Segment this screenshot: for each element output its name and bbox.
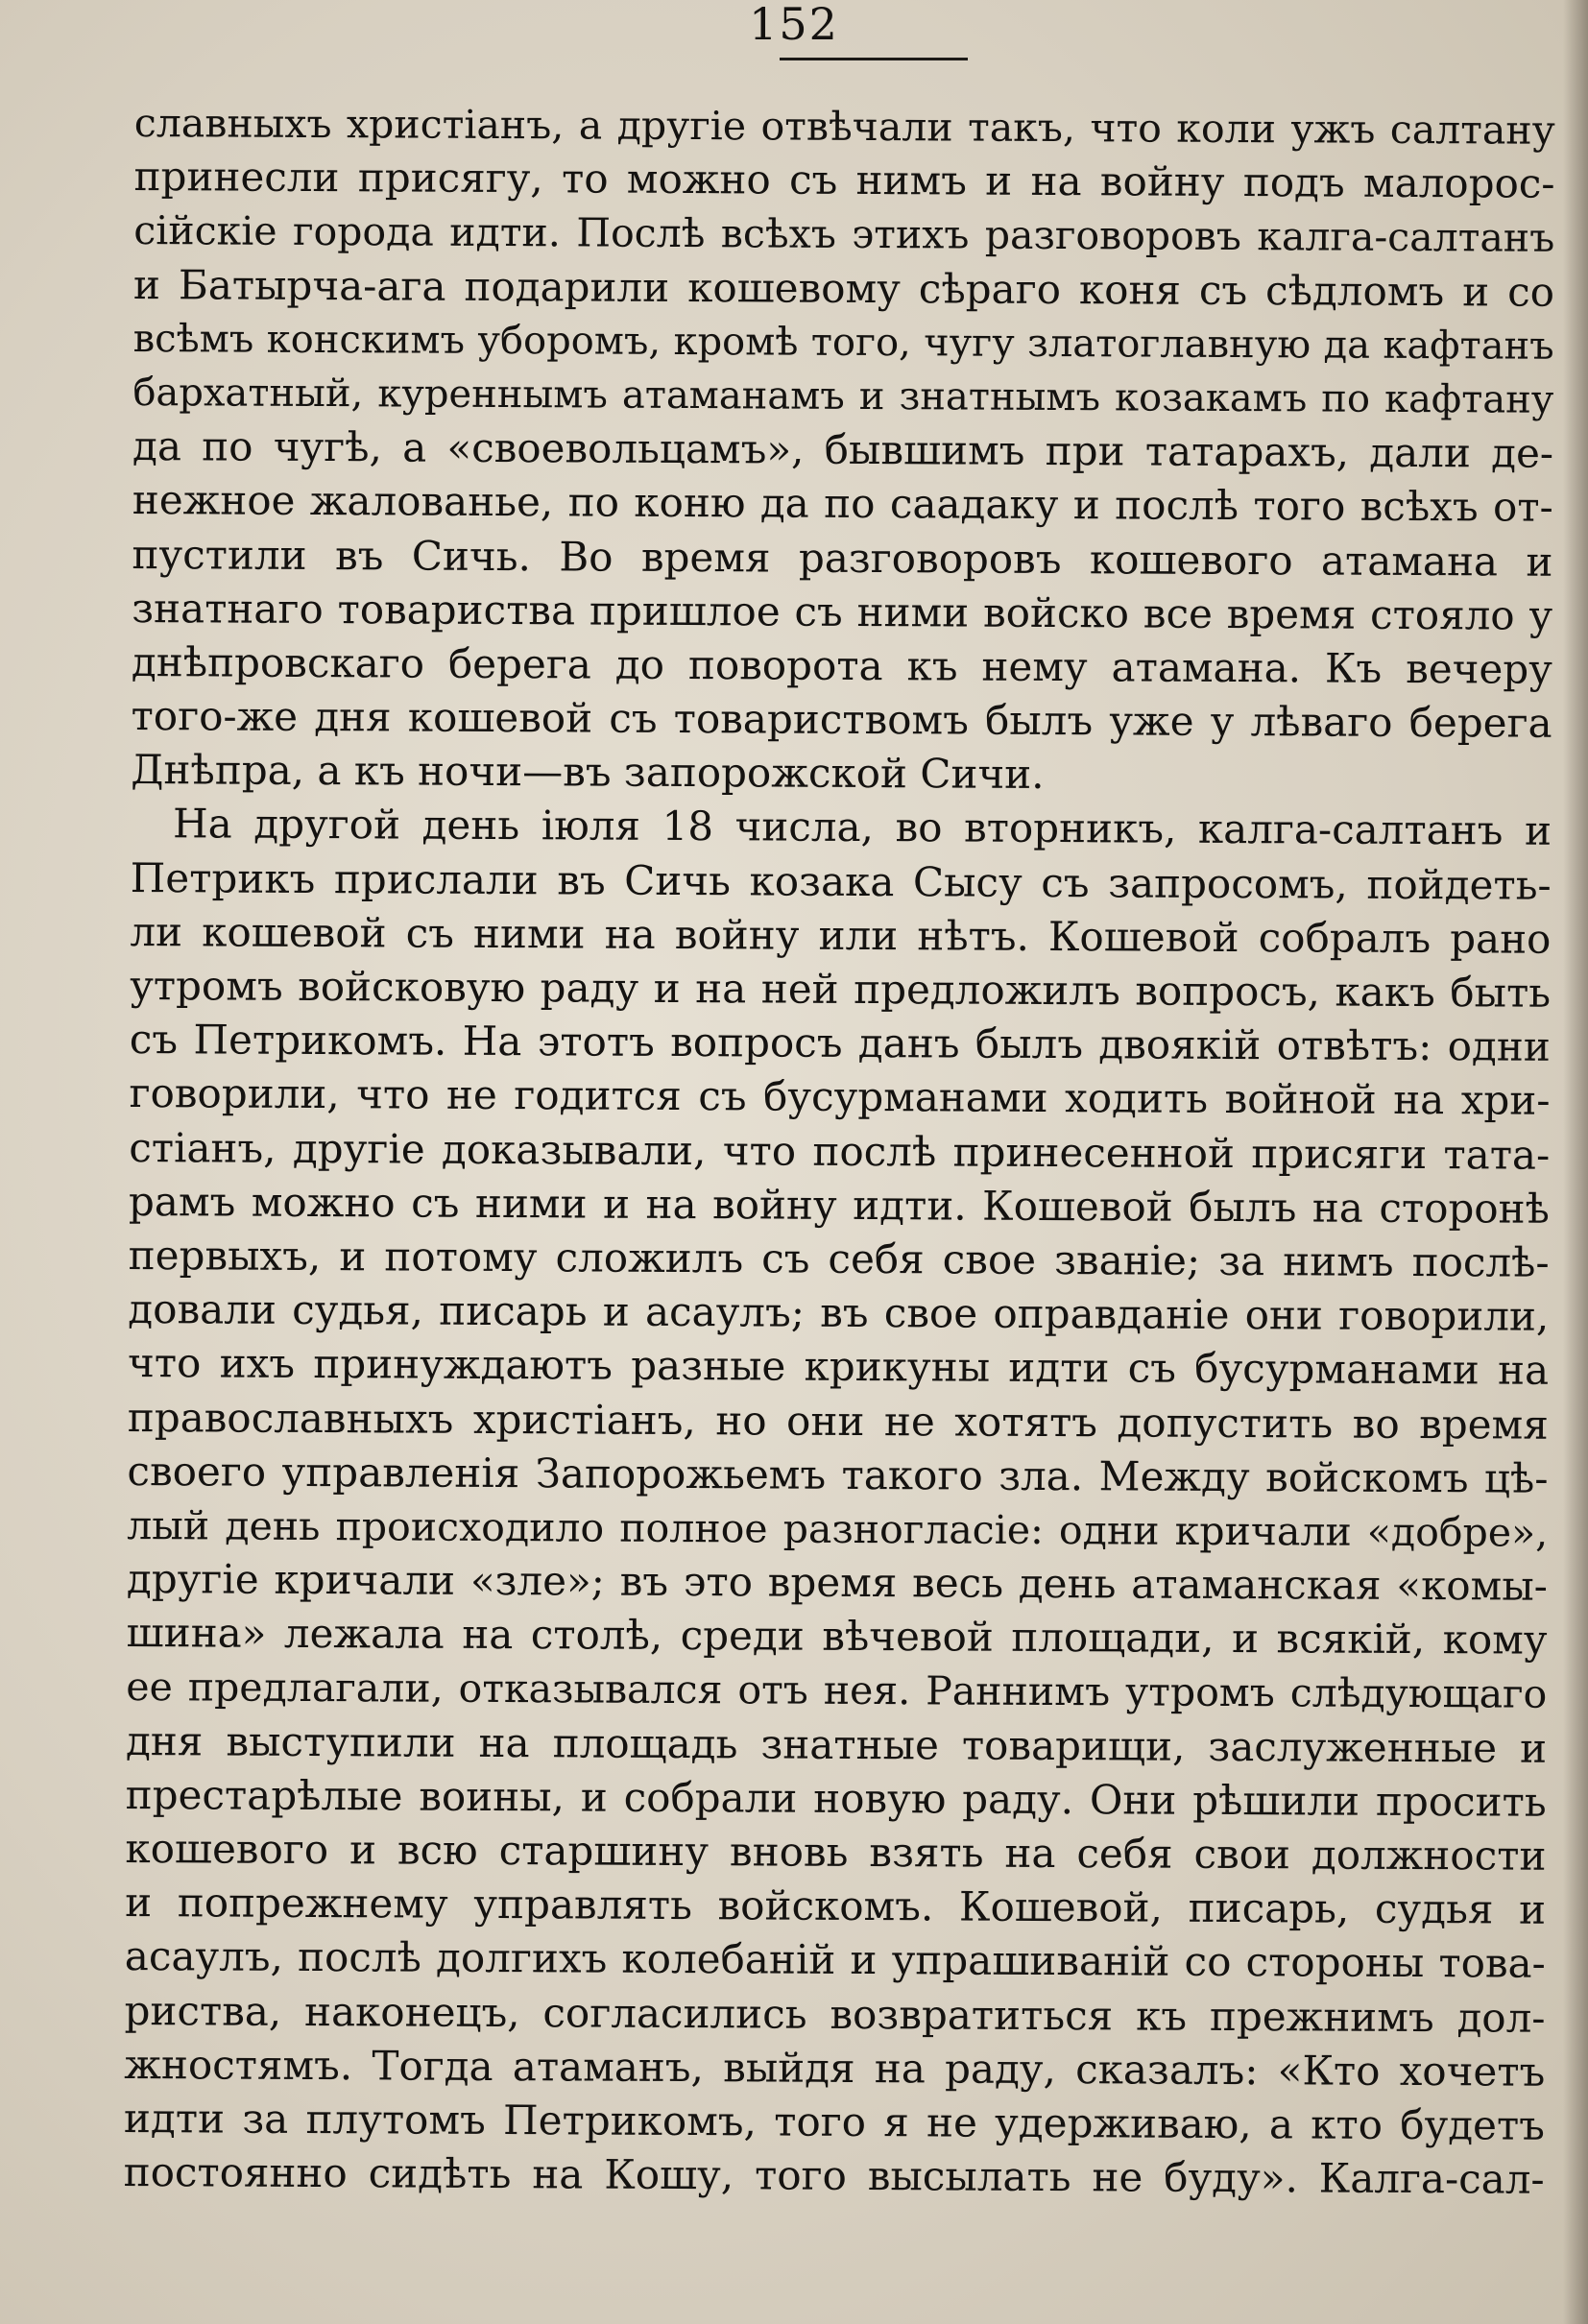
paragraph-2: [124, 797, 1552, 2207]
text-line: съ Петрикомъ. На этотъ вопросъ данъ былъ двоякій отвѣтъ: одни: [129, 1016, 1551, 1070]
page-edge-shadow: [1563, 0, 1588, 2324]
text-line: Петрикъ прислали въ Сичь козака Сысу съ запросомъ, пойдеть-: [130, 853, 1552, 909]
text-line: жностямъ. Тогда атаманъ, выйдя на раду, сказалъ: «Кто хочетъ: [124, 2040, 1546, 2096]
text-line: Днѣпра, а къ ночи—въ запорожской Сичи.: [131, 746, 1045, 799]
header-rule: [780, 58, 968, 60]
text-line: кошевого и всю старшину вновь взять на себя свои должности: [125, 1824, 1547, 1880]
text-line: лый день происходило полное разногласіе: одни кричали «добре»,: [127, 1501, 1549, 1556]
text-line: что ихъ принуждаютъ разные крикуны идти съ бусурманами на: [127, 1339, 1550, 1395]
paragraph-1: [131, 96, 1555, 804]
text-line: сійскіе города идти. Послѣ всѣхъ этихъ разговоровъ калга-салтанъ: [133, 207, 1555, 262]
text-line: дня выступили на площадь знатные товарищи, заслуженные и: [125, 1716, 1548, 1772]
text-line: своего управленія Запорожьемъ такого зла. Между войскомъ цѣ-: [127, 1447, 1549, 1502]
text-line: да по чугѣ, а «своевольцамъ», бывшимъ при татарахъ, дали де-: [132, 422, 1554, 477]
text-line: знатнаго товариства пришлое съ ними войско все время стояло у: [132, 584, 1553, 639]
text-line: риства, наконецъ, согласились возвратиться къ прежнимъ дол-: [124, 1986, 1546, 2042]
text-line: принесли присягу, то можно съ нимъ и на войну подъ малорос-: [133, 153, 1555, 207]
body-text: [124, 96, 1555, 2207]
text-line: ее предлагали, отказывался отъ нея. Раннимъ утромъ слѣдующаго: [126, 1664, 1548, 1718]
text-line: того-же дня кошевой съ товариствомъ былъ уже у лѣваго берега: [131, 692, 1552, 747]
text-line: шина» лежала на столѣ, среди вѣчевой площади, и всякій, кому: [126, 1609, 1548, 1664]
text-line: стіанъ, другіе доказывали, что послѣ принесенной присяги тата-: [129, 1123, 1551, 1179]
text-line: довали судья, писарь и асаулъ; въ свое оправданіе они говорили,: [128, 1285, 1550, 1340]
text-line: постоянно сидѣть на Кошу, того высылать не буду». Калга-сал-: [123, 2148, 1545, 2203]
text-line: и Батырча-ага подарили кошевому сѣраго коня съ сѣдломъ и со: [132, 260, 1555, 316]
text-line: другіе кричали «зле»; въ это время весь день атаманская «комы-: [126, 1555, 1549, 1610]
text-line: На другой день іюля 18 числа, во вторникъ, калга-салтанъ и: [172, 800, 1552, 855]
text-line: славныхъ христіанъ, а другіе отвѣчали такъ, что коли ужъ салтану: [133, 99, 1555, 154]
page-number: 152: [749, 0, 839, 50]
text-line: утромъ войсковую раду и на ней предложилъ вопросъ, какъ быть: [130, 961, 1552, 1017]
text-line: идти за плутомъ Петрикомъ, того я не удерживаю, а кто будетъ: [123, 2094, 1546, 2149]
text-line: православныхъ христіанъ, но они не хотятъ допустить во время: [127, 1393, 1549, 1449]
text-line: рамъ можно съ ними и на войну идти. Кошевой былъ на сторонѣ: [128, 1177, 1551, 1233]
text-line: нежное жалованье, по коню да по саадаку и послѣ того всѣхъ от-: [132, 476, 1553, 532]
text-line: бархатный, куреннымъ атаманамъ и знатнымъ козакамъ по кафтану: [132, 370, 1554, 422]
text-line: престарѣлые воины, и собрали новую раду. Они рѣшили просить: [125, 1770, 1547, 1826]
text-line: и попрежнему управлять войскомъ. Кошевой, писарь, судья и: [125, 1879, 1547, 1933]
text-line: всѣмъ конскимъ уборомъ, кромѣ того, чугу златоглавную да кафтанъ: [132, 316, 1554, 369]
text-line: пустили въ Сичь. Во время разговоровъ кошевого атамана и: [132, 530, 1553, 586]
text-line: ли кошевой съ ними на войну или нѣтъ. Кошевой собралъ рано: [130, 907, 1552, 963]
text-line: первыхъ, и потому сложилъ съ себя свое званіе; за нимъ послѣ-: [128, 1231, 1550, 1286]
text-line: асаулъ, послѣ долгихъ колебаній и упрашиваній со стороны това-: [124, 1932, 1546, 1988]
text-line: говорили, что не годится съ бусурманами ходить войной на хри-: [129, 1069, 1551, 1125]
text-line: днѣпровскаго берега до поворота къ нему атамана. Къ вечеру: [131, 637, 1553, 693]
